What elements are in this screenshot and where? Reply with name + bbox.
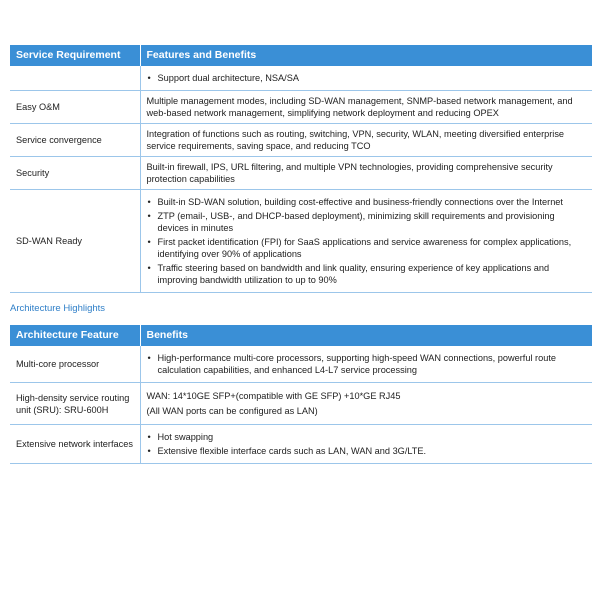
bullet-item: • First packet identification (FPI) for SaaS applications and service awareness for complex applications, identifying over 90% of applications (147, 237, 572, 259)
table-row (10, 383, 592, 425)
architecture-table (10, 325, 592, 464)
row-label: High-density service routing unit (SRU): SRU-600H (10, 383, 140, 425)
bullet-icon: • (147, 432, 151, 442)
service-requirement-table (10, 45, 592, 293)
table-row (10, 190, 592, 293)
table-row (10, 157, 592, 190)
bullet-icon: • (147, 263, 151, 273)
column-header-architecture-feature: Architecture Feature (10, 325, 140, 346)
bullet-item: • High-performance multi-core processors, supporting high-speed WAN connections, powerful route calculation capabilities, and enhanced L4-L7 service processing (147, 353, 556, 375)
table-row (10, 346, 592, 383)
row-content: Integration of functions such as routing, switching, VPN, security, WLAN, meeting diversified enterprise service requirements, saving space, and reducing TCO (140, 124, 592, 157)
table-row (10, 66, 592, 91)
table-row (10, 91, 592, 124)
bullet-item: • Extensive flexible interface cards such as LAN, WAN and 3G/LTE. (147, 446, 427, 456)
table-row (10, 124, 592, 157)
bullet-icon: • (147, 197, 151, 207)
bullet-item: • ZTP (email-, USB-, and DHCP-based deployment), minimizing skill requirements and provisioning devices in minutes (147, 211, 555, 233)
row-content (140, 346, 592, 383)
table-row (10, 425, 592, 464)
row-label: SD-WAN Ready (10, 190, 140, 293)
row-label: Service convergence (10, 124, 140, 157)
bullet-icon: • (147, 73, 151, 83)
row-label: Extensive network interfaces (10, 425, 140, 464)
row-content (140, 66, 592, 91)
row-label: Security (10, 157, 140, 190)
row-label: Multi-core processor (10, 346, 140, 383)
bullet-item: • Built-in SD-WAN solution, building cost-effective and business-friendly connections over the Internet (147, 197, 563, 207)
text-line: WAN: 14*10GE SFP+(compatible with GE SFP) +10*GE RJ45 (146, 391, 401, 401)
column-header-features-benefits: Features and Benefits (140, 45, 592, 66)
bullet-icon: • (147, 237, 151, 247)
section-title: Architecture Highlights (10, 303, 106, 314)
column-header-benefits: Benefits (140, 325, 592, 346)
bullet-icon: • (147, 353, 151, 363)
row-content: Built-in firewall, IPS, URL filtering, and multiple VPN technologies, providing comprehensive security protection capabilities (140, 157, 592, 190)
row-content (140, 190, 592, 293)
bullet-item: • Hot swapping (147, 432, 214, 442)
row-content: Multiple management modes, including SD-WAN management, SNMP-based network management, and web-based network management, simplifying network deployment and reducing OPEX (140, 91, 592, 124)
table-header-row (10, 45, 592, 66)
bullet-item: • Support dual architecture, NSA/SA (147, 73, 299, 83)
bullet-icon: • (147, 211, 151, 221)
row-content (140, 425, 592, 464)
bullet-icon: • (147, 446, 151, 456)
text-line: (All WAN ports can be configured as LAN) (146, 406, 318, 416)
row-label (10, 66, 140, 91)
column-header-service-requirement: Service Requirement (10, 45, 140, 66)
table-header-row (10, 325, 592, 346)
row-content (140, 383, 592, 425)
row-label: Easy O&M (10, 91, 140, 124)
document-page (10, 45, 592, 464)
bullet-item: • Traffic steering based on bandwidth and link quality, ensuring experience of key applications and improving bandwidth utilization to up to 90% (147, 263, 550, 285)
